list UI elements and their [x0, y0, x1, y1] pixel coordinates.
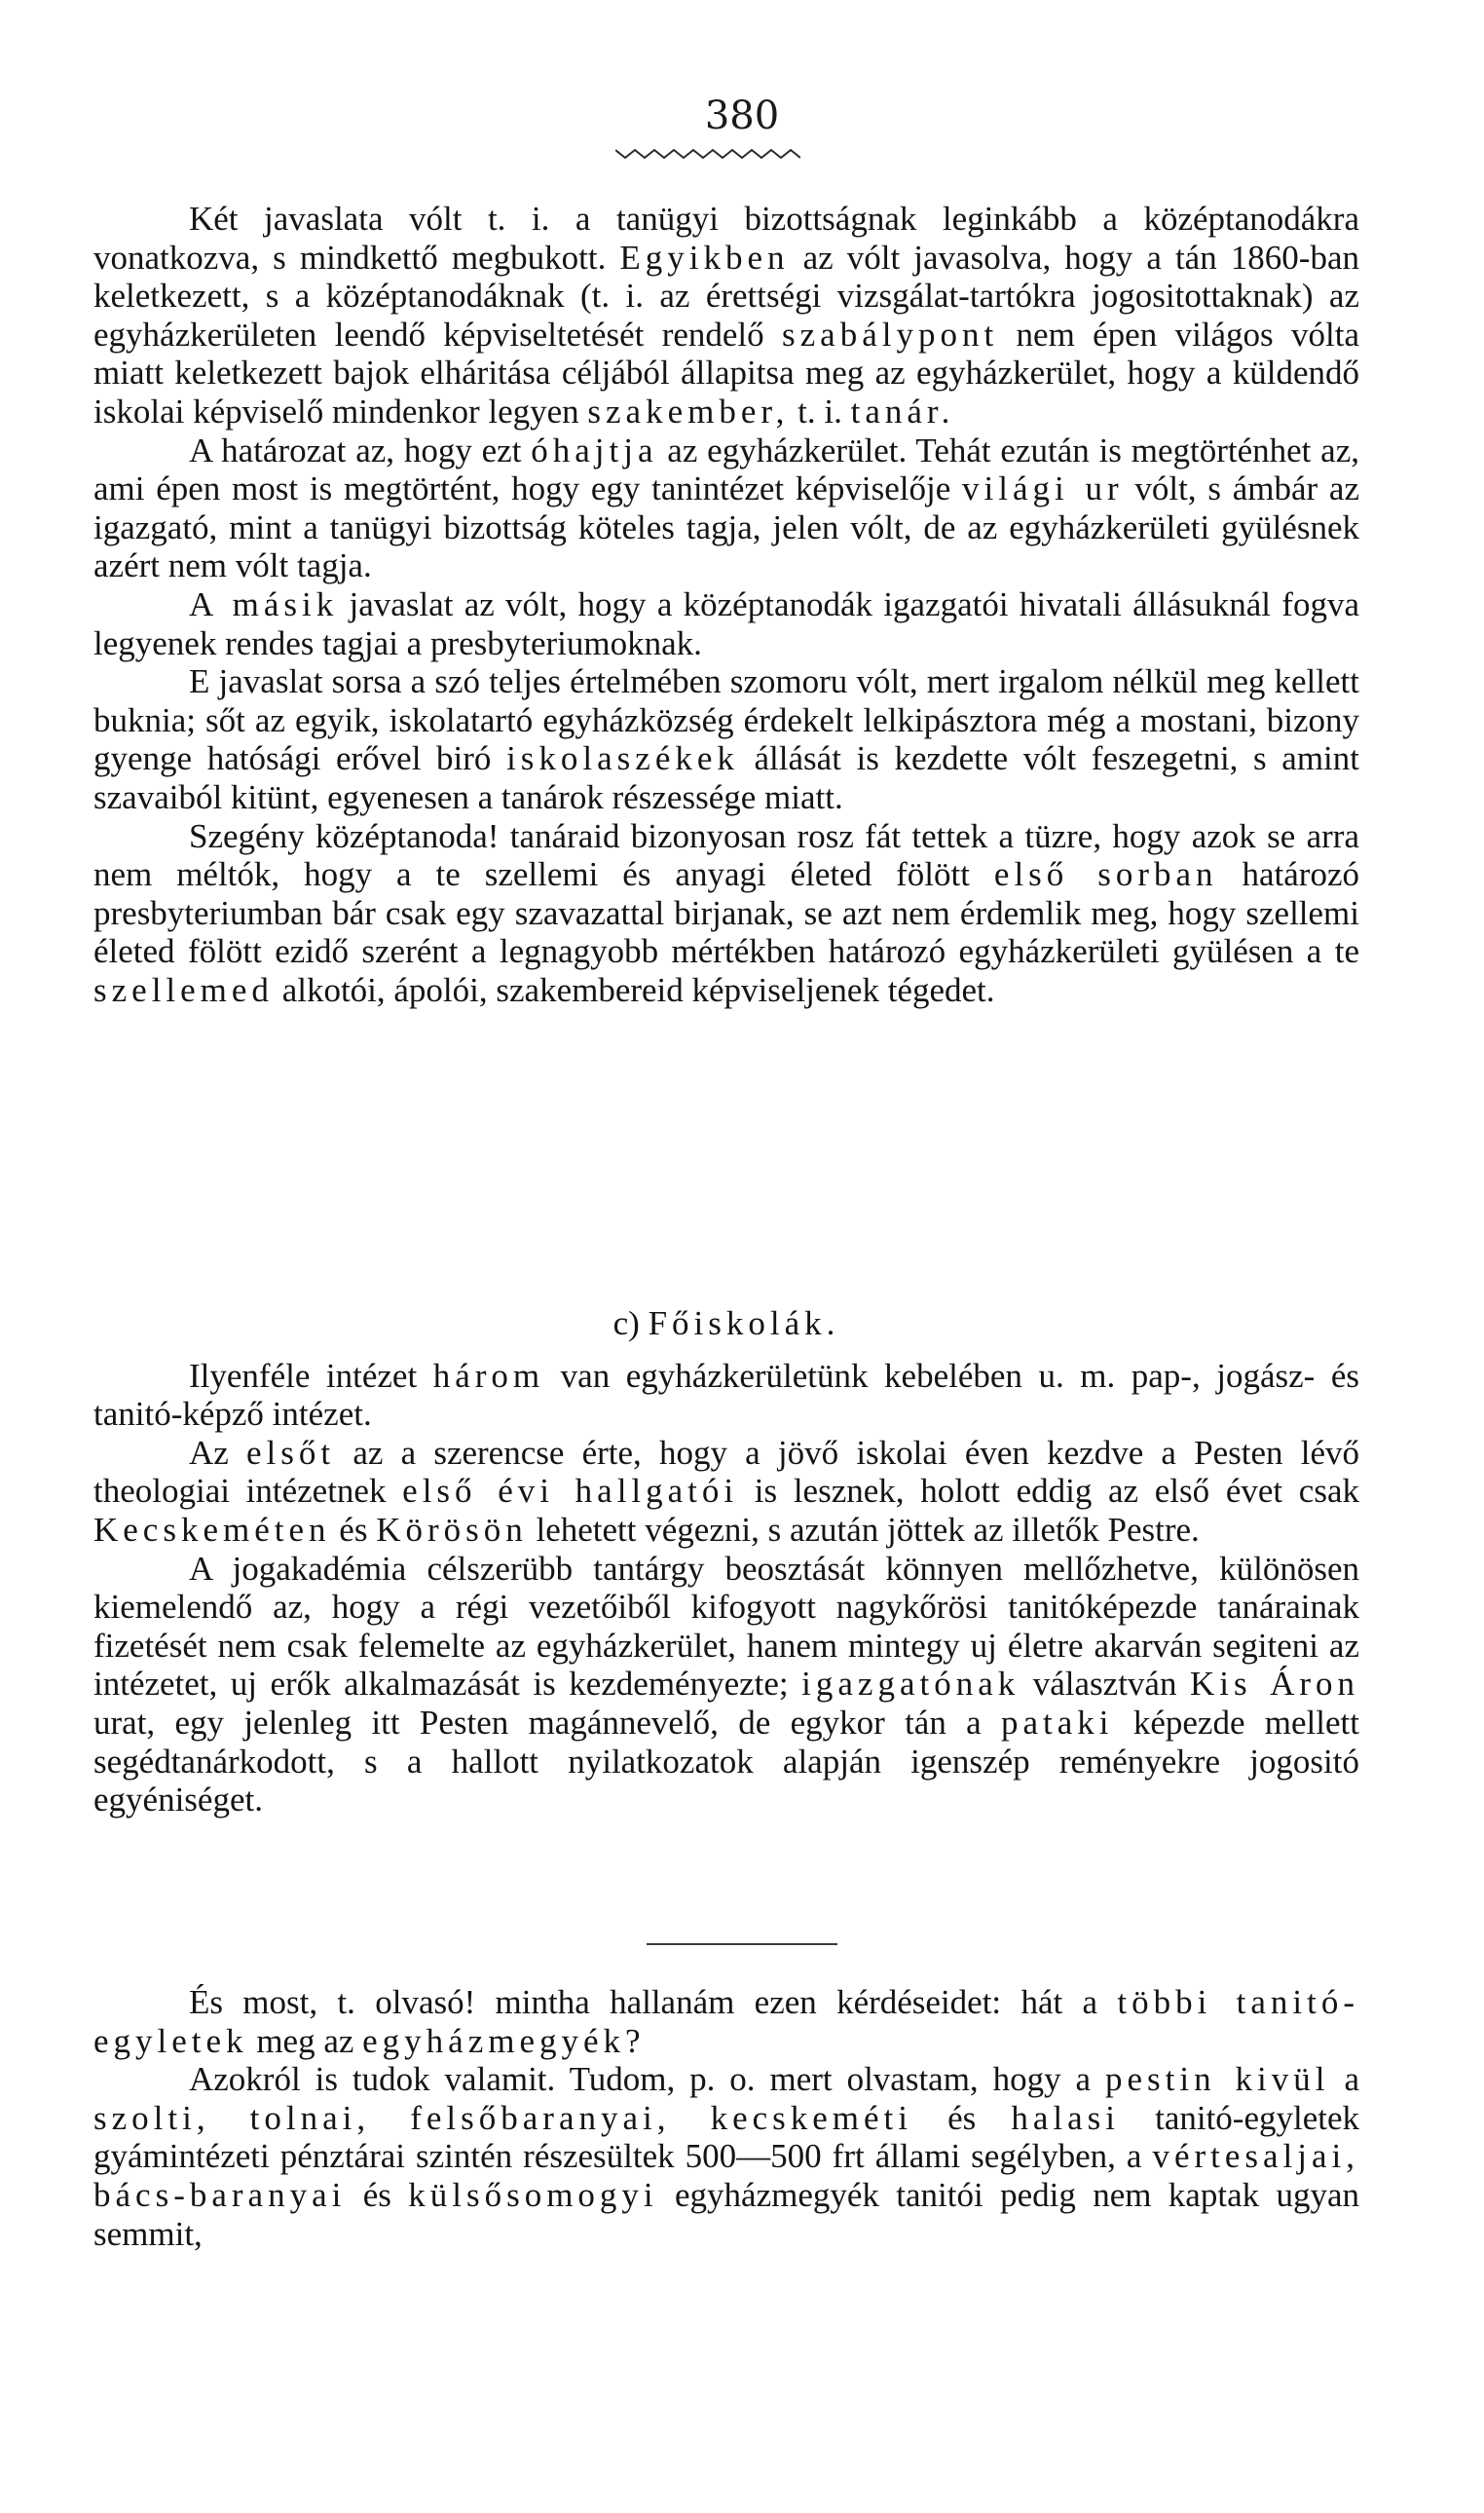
text-run: és [912, 2098, 1012, 2137]
section-separator [647, 1943, 837, 1945]
text-run: határozó presbyteriumban bár csak egy szavazattal birjanak, se azt nem érdemlik meg, hogy szellemi életed fölött ezidő szerént a legnagyobb mértékben határozó egyházkerületi gyülésen a te [93, 855, 1359, 971]
paragraph [93, 431, 1359, 585]
spaced-emphasis: első sorban [993, 855, 1218, 894]
spaced-emphasis: pestin kivül [1105, 2060, 1330, 2099]
paragraph [93, 585, 1359, 662]
spaced-emphasis: vértesaljai, bács-baranyai [93, 2137, 1359, 2214]
spaced-emphasis: igazgatónak [801, 1665, 1020, 1704]
text-run: Két javaslata vólt t. i. a tanügyi bizottságnak leginkább a középtanodákra vonatkozva, s mindkettő megbukott. [93, 200, 1359, 277]
text-run: is lesznek, holott eddig az első évet csak [738, 1472, 1359, 1511]
spaced-emphasis: Kis Áron [1189, 1665, 1359, 1704]
paragraph [93, 817, 1359, 1010]
spaced-emphasis: szabálypont [782, 315, 999, 354]
spaced-emphasis: pataki [1001, 1703, 1114, 1742]
text-run: meg az [247, 2021, 363, 2060]
spaced-emphasis: halasi [1011, 2098, 1120, 2137]
spaced-emphasis: első évi hallgatói [402, 1472, 739, 1511]
text-run: az a szerencse érte, hogy a jövő iskolai éven kezdve a Pesten lévő theologiai intézetnek [93, 1433, 1359, 1511]
text-run: E javaslat sorsa a szó teljes értelmében szomoru vólt, mert irgalom nélkül meg kellett buknia; sőt az egyik, iskolatartó egyházközség érdekelt lelkipásztora még a mostani, bizony gyenge hatósági erővel biró [93, 662, 1359, 778]
heading-prefix: c) [612, 1304, 649, 1342]
paragraph [93, 1550, 1359, 1819]
spaced-emphasis: óhajtja [531, 431, 658, 469]
text-run: és [330, 1510, 377, 1549]
text-run: a [1329, 2060, 1359, 2099]
text-run: A jogakadémia célszerübb tantárgy beosztását könnyen mellőzhetve, különösen kiemelendő az, hogy a régi vezetőiből kifogyott nagykőrösi tanitóképezde tanárainak fizetését nem csak felemelte az egyházkerület, hanem mintegy uj életre akarván segiteni az intézetet, uj erők alkalmazását is kezdeményezte; [93, 1549, 1359, 1704]
text-run: van egyházkerületünk kebelében u. m. pap-, jogász- és tanitó-képző intézet. [93, 1356, 1359, 1434]
spaced-emphasis: Körösön [376, 1510, 528, 1549]
text-run: alkotói, ápolói, szakembereid képviseljenek tégedet. [273, 970, 995, 1009]
text-run: Azokról is tudok valamit. Tudom, p. o. mert olvastam, hogy a [189, 2060, 1106, 2099]
text-run: urat, egy jelenleg itt Pesten magánnevelő, de egykor tán a [93, 1703, 1001, 1742]
text-run: És most, t. olvasó! mintha hallanám ezen kérdéseidet: hát a [189, 1983, 1118, 2021]
text-run: az vólt javasolva, hogy a tán 1860-ban keletkezett, s a középtanodáknak (t. i. az érettségi vizsgálat-tartókra jogositottaknak) az egyházkerületen leendő képviseltetését rendelő [93, 238, 1359, 354]
text-run: egyházmegyék tanitói pedig nem kaptak ugyan semmit, [93, 2175, 1359, 2253]
spaced-emphasis: elsőt [246, 1433, 336, 1472]
spaced-emphasis: tanár. [850, 392, 955, 431]
spaced-emphasis: egyházmegyék [362, 2021, 626, 2060]
paragraph [93, 2060, 1359, 2253]
spaced-emphasis: szakember, [587, 392, 790, 431]
spaced-emphasis: szolti, tolnai, felsőbaranyai, kecskeméti [93, 2098, 913, 2137]
text-run: Szegény középtanoda! tanáraid bizonyosan rosz fát tettek a tüzre, hogy azok se arra nem méltók, hogy a te szellemi és anyagi életed fölött [93, 816, 1359, 894]
text-section-2 [93, 1291, 1359, 1819]
page-number: 380 [704, 94, 780, 138]
paragraph [93, 200, 1359, 431]
text-run: tanitó-egyletek gyámintézeti pénztárai szintén részesültek 500—500 frt állami segélyben, a [93, 2098, 1360, 2176]
text-run: t. i. [789, 392, 851, 431]
spaced-emphasis: három [432, 1356, 545, 1395]
text-run: állását is kezdette vólt feszegetni, s amint szavaiból kitünt, egyenesen a tanárok részessége miatt. [93, 739, 1360, 816]
paragraph [93, 1357, 1359, 1434]
text-section-3 [93, 1983, 1359, 2253]
text-section-1 [93, 200, 1359, 1009]
spaced-emphasis: szellemed [93, 970, 274, 1009]
spaced-emphasis: külsősomogyi [408, 2175, 658, 2214]
spaced-emphasis: Kecskeméten [93, 1510, 331, 1549]
text-run: A határozat az, hogy ezt [189, 431, 532, 469]
text-run: lehetett végezni, s azután jöttek az illetők Pestre. [527, 1510, 1200, 1549]
text-run: Ilyenféle intézet [189, 1356, 433, 1395]
spaced-emphasis: iskolaszékek [506, 739, 739, 778]
heading-title: Főiskolák. [648, 1304, 840, 1342]
text-run: képezde mellett segédtanárkodott, s a hallott nyilatkozatok alapján igenszép reményekre jogositó egyéniséget. [93, 1703, 1359, 1819]
text-run: Az [189, 1433, 247, 1472]
section-heading [93, 1304, 1359, 1343]
paragraph [93, 1983, 1359, 2060]
text-run: javaslat az vólt, hogy a középtanodák igazgatói hivatali állásuknál fogva legyenek rendes tagjai a presbyteriumoknak. [93, 584, 1359, 662]
text-run: és [346, 2175, 409, 2214]
text-run: nem épen világos vólta miatt keletkezett bajok elháritása céljából állapitsa meg az egyházkerület, hogy a küldendő iskolai képviselő mindenkor legyen [93, 315, 1360, 431]
text-run: vólt, s ámbár az igazgató, mint a tanügyi bizottság köteles tagja, jelen vólt, de az egyházkerületi gyülésnek azért nem vólt tagja. [93, 469, 1359, 585]
page-number-ornament [615, 146, 800, 162]
paragraph [93, 1434, 1359, 1550]
spaced-emphasis: A másik [189, 584, 339, 623]
spaced-emphasis: világi ur [962, 469, 1124, 508]
text-run: ? [625, 2021, 641, 2060]
text-run: az egyházkerület. Tehát ezután is megtörténhet az, ami épen most is megtörtént, hogy egy tanintézet képviselője [93, 431, 1360, 508]
spaced-emphasis: többi tanitó-egyletek [93, 1983, 1360, 2060]
paragraph [93, 662, 1359, 816]
text-run: választván [1020, 1665, 1190, 1704]
spaced-emphasis: Egyikben [619, 238, 790, 277]
